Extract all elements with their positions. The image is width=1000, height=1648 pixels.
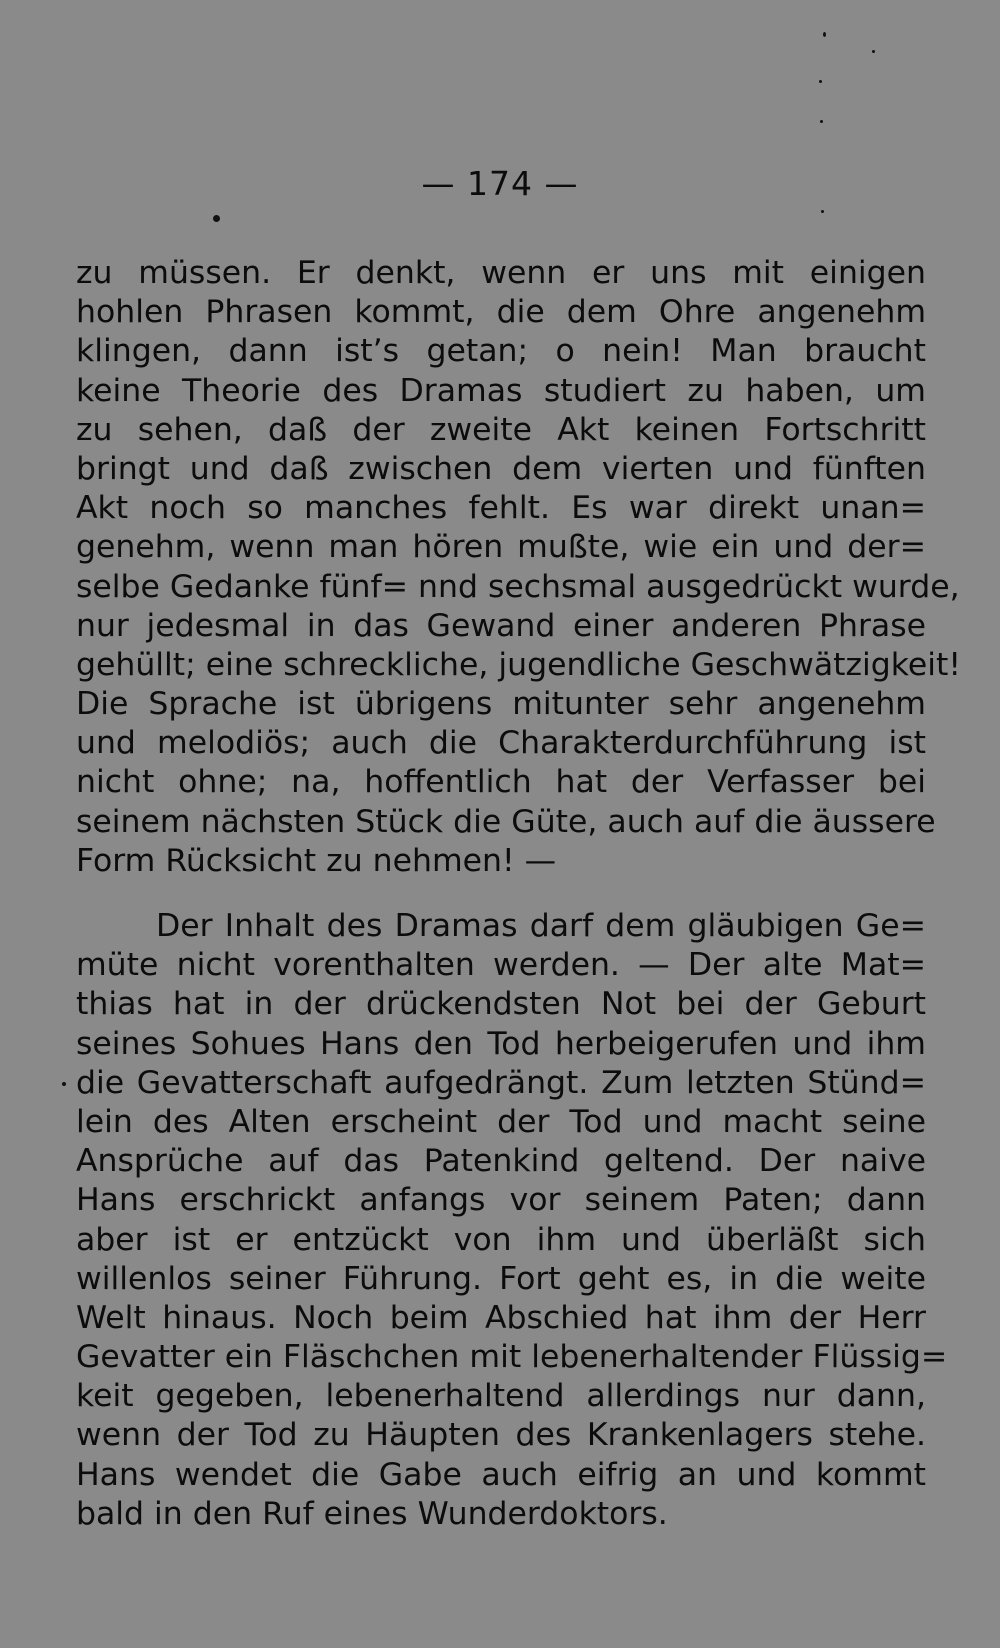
- text-line: müte nicht vorenthalten werden. — Der alte Mat=: [76, 947, 926, 984]
- text-line: seines Sohues Hans den Tod herbeigerufen und ihm: [76, 1025, 926, 1062]
- text-line: nicht ohne; na, hoffentlich hat der Verfasser bei: [76, 764, 926, 801]
- text-line: gehüllt; eine schreckliche, jugendliche Geschwätzigkeit!: [76, 646, 961, 683]
- text-line: und melodiös; auch die Charakterdurchführung ist: [76, 725, 926, 762]
- text-line: seinem nächsten Stück die Güte, auch auf die äussere: [76, 803, 936, 840]
- text-line: thias hat in der drückendsten Not bei der Geburt: [76, 986, 926, 1023]
- ink-speck: [213, 215, 220, 222]
- text-line: Gevatter ein Fläschchen mit lebenerhaltender Flüssig=: [76, 1339, 948, 1376]
- text-line: Hans erschrickt anfangs vor seinem Paten; dann: [76, 1182, 926, 1219]
- text-line: willenlos seiner Führung. Fort geht es, in die weite: [76, 1260, 926, 1297]
- ink-speck: [872, 50, 875, 53]
- ink-speck: [823, 32, 826, 37]
- text-line: Welt hinaus. Noch beim Abschied hat ihm der Herr: [76, 1299, 926, 1336]
- paragraph-1: [76, 254, 961, 881]
- text-line: hohlen Phrasen kommt, die dem Ohre angenehm: [76, 294, 926, 331]
- page-number: — 174 —: [421, 164, 579, 203]
- text-line: Der Inhalt des Dramas darf dem gläubigen Ge=: [156, 908, 926, 944]
- text-line: lein des Alten erscheint der Tod und macht seine: [76, 1103, 926, 1140]
- text-line: Hans wendet die Gabe auch eifrig an und kommt: [76, 1456, 926, 1493]
- text-line: Die Sprache ist übrigens mitunter sehr angenehm: [76, 686, 926, 723]
- text-line: genehm, wenn man hören mußte, wie ein und der=: [76, 529, 926, 566]
- text-line: Akt noch so manches fehlt. Es war direkt unan=: [76, 490, 926, 527]
- text-line: Ansprüche auf das Patenkind geltend. Der naive: [76, 1143, 926, 1180]
- ink-speck: [820, 120, 823, 123]
- text-line: keit gegeben, lebenerhaltend allerdings nur dann,: [76, 1378, 926, 1415]
- text-line: wenn der Tod zu Häupten des Krankenlagers stehe.: [76, 1417, 926, 1454]
- text-line: Form Rücksicht zu nehmen! —: [76, 842, 557, 879]
- ink-speck: [819, 80, 822, 83]
- text-line: selbe Gedanke fünf= nnd sechsmal ausgedrückt wurde,: [76, 568, 960, 605]
- text-line: bringt und daß zwischen dem vierten und fünften: [76, 450, 926, 487]
- text-line: keine Theorie des Dramas studiert zu haben, um: [76, 372, 926, 409]
- ink-speck: [62, 1082, 66, 1086]
- text-line: klingen, dann ist’s getan; o nein! Man braucht: [76, 333, 926, 370]
- ink-speck: [821, 210, 824, 213]
- text-line: die Gevatterschaft aufgedrängt. Zum letzten Stünd=: [76, 1064, 926, 1101]
- text-line: zu müssen. Er denkt, wenn er uns mit einigen: [76, 255, 926, 291]
- text-line: nur jedesmal in das Gewand einer anderen Phrase: [76, 607, 926, 644]
- paragraph-2: [76, 907, 948, 1534]
- text-line: bald in den Ruf eines Wunderdoktors.: [76, 1495, 668, 1532]
- text-line: aber ist er entzückt von ihm und überläßt sich: [76, 1221, 926, 1258]
- text-line: zu sehen, daß der zweite Akt keinen Fortschritt: [76, 411, 926, 448]
